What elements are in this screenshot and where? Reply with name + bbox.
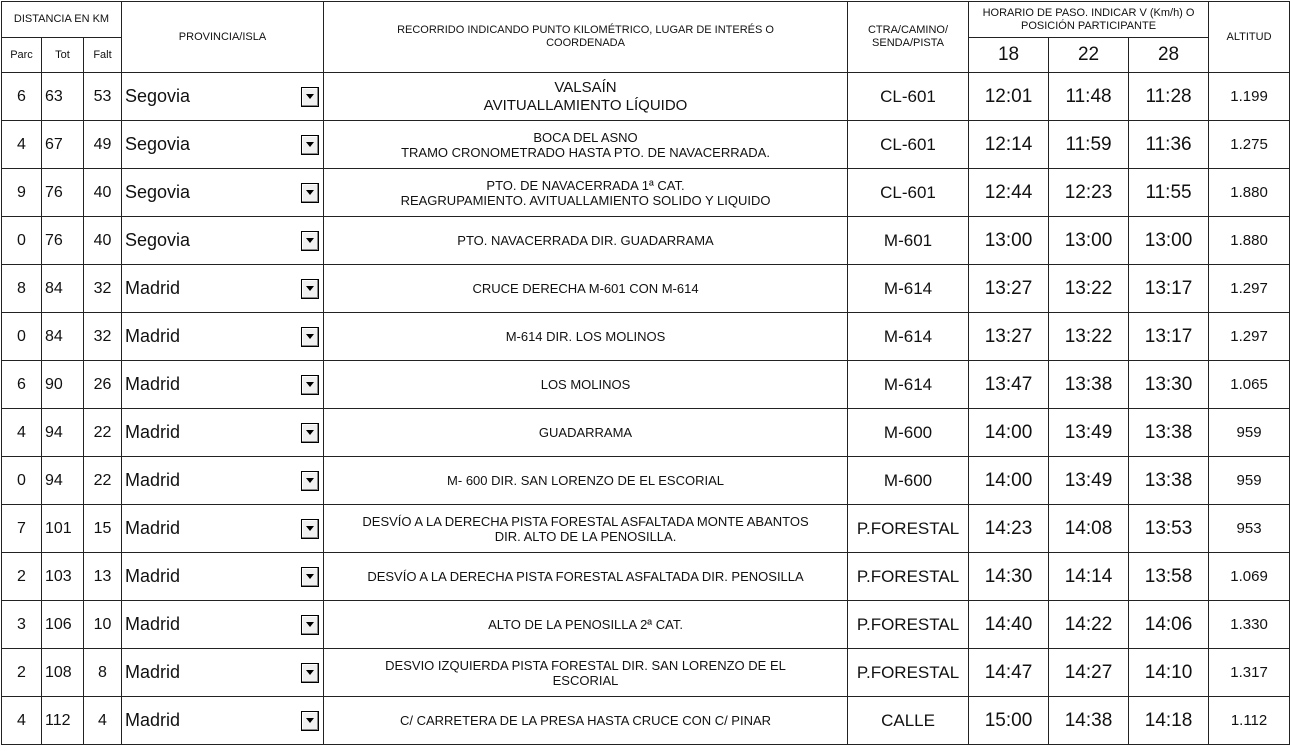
route-desc-line1: CRUCE DERECHA M-601 CON M-614 <box>472 281 699 296</box>
time-22-cell: 13:49 <box>1049 409 1129 457</box>
falt-cell: 13 <box>84 553 122 601</box>
route-desc-line1: GUADARRAMA <box>538 425 633 440</box>
road-cell: P.FORESTAL <box>848 553 969 601</box>
province-select[interactable] <box>122 649 324 697</box>
parc-cell: 0 <box>2 217 42 265</box>
dropdown-button[interactable] <box>301 663 319 683</box>
province-select[interactable] <box>122 361 324 409</box>
altitude-cell: 1.065 <box>1209 361 1290 409</box>
altitude-cell: 1.880 <box>1209 217 1290 265</box>
altitude-cell: 1.199 <box>1209 73 1290 121</box>
time-22-cell: 13:38 <box>1049 361 1129 409</box>
route-description <box>324 601 848 649</box>
route-desc-line1: ALTO DE LA PENOSILLA 2ª CAT. <box>488 617 683 632</box>
province-value: Segovia <box>125 86 191 106</box>
province-header: PROVINCIA/ISLA <box>122 2 324 73</box>
chevron-down-icon <box>306 238 314 243</box>
route-description <box>324 649 848 697</box>
table-row <box>2 409 1290 457</box>
road-cell: M-614 <box>848 265 969 313</box>
altitude-cell: 1.297 <box>1209 265 1290 313</box>
route-desc-line1: LOS MOLINOS <box>540 377 631 392</box>
tot-cell: 103 <box>42 553 84 601</box>
province-value: Madrid <box>125 326 181 346</box>
time-18-cell: 12:14 <box>969 121 1049 169</box>
table-row <box>2 217 1290 265</box>
tot-cell: 101 <box>42 505 84 553</box>
route-description <box>324 73 848 121</box>
time-28-cell: 11:55 <box>1129 169 1209 217</box>
parc-cell: 6 <box>2 73 42 121</box>
route-desc-line1: BOCA DEL ASNO <box>533 129 638 145</box>
route-desc-line1: DESVÍO A LA DERECHA PISTA FORESTAL ASFALTADA DIR. PENOSILLA <box>367 569 804 584</box>
province-select[interactable] <box>122 169 324 217</box>
table-row <box>2 457 1290 505</box>
speed-28-header: 28 <box>1129 38 1209 73</box>
chevron-down-icon <box>306 526 314 531</box>
parc-cell: 2 <box>2 553 42 601</box>
table-row <box>2 553 1290 601</box>
route-desc-line2: DIR. ALTO DE LA PENOSILLA. <box>494 528 677 544</box>
dropdown-button[interactable] <box>301 567 319 587</box>
parc-cell: 0 <box>2 457 42 505</box>
route-desc-line2: ESCORIAL <box>552 672 619 688</box>
altitude-cell: 959 <box>1209 409 1290 457</box>
province-value: Segovia <box>125 230 191 250</box>
time-22-cell: 14:14 <box>1049 553 1129 601</box>
tot-cell: 67 <box>42 121 84 169</box>
time-28-cell: 13:30 <box>1129 361 1209 409</box>
province-select[interactable] <box>122 121 324 169</box>
province-select[interactable] <box>122 409 324 457</box>
tot-cell: 108 <box>42 649 84 697</box>
time-22-cell: 14:38 <box>1049 697 1129 745</box>
falt-cell: 32 <box>84 265 122 313</box>
parc-cell: 8 <box>2 265 42 313</box>
dropdown-button[interactable] <box>301 231 319 251</box>
route-desc-line1: C/ CARRETERA DE LA PRESA HASTA CRUCE CON C/ PINAR <box>399 713 772 728</box>
road-cell: M-600 <box>848 409 969 457</box>
chevron-down-icon <box>306 574 314 579</box>
dropdown-button[interactable] <box>301 519 319 539</box>
tot-cell: 94 <box>42 409 84 457</box>
chevron-down-icon <box>306 190 314 195</box>
time-28-cell: 13:38 <box>1129 409 1209 457</box>
route-description <box>324 217 848 265</box>
route-desc-line2: TRAMO CRONOMETRADO HASTA PTO. DE NAVACERRADA. <box>401 144 770 160</box>
tot-cell: 112 <box>42 697 84 745</box>
parc-cell: 2 <box>2 649 42 697</box>
chevron-down-icon <box>306 286 314 291</box>
parc-cell: 4 <box>2 409 42 457</box>
road-cell: M-614 <box>848 313 969 361</box>
province-value: Madrid <box>125 470 181 490</box>
time-28-cell: 13:58 <box>1129 553 1209 601</box>
time-18-cell: 14:00 <box>969 409 1049 457</box>
parc-cell: 0 <box>2 313 42 361</box>
altitude-cell: 1.330 <box>1209 601 1290 649</box>
route-description <box>324 697 848 745</box>
province-value: Madrid <box>125 710 181 730</box>
time-28-cell: 13:17 <box>1129 313 1209 361</box>
dropdown-button[interactable] <box>301 87 319 107</box>
route-description <box>324 361 848 409</box>
route-description <box>324 265 848 313</box>
altitude-header: ALTITUD <box>1209 2 1290 73</box>
road-cell: P.FORESTAL <box>848 505 969 553</box>
province-select[interactable] <box>122 457 324 505</box>
dropdown-button[interactable] <box>301 327 319 347</box>
road-cell: M-601 <box>848 217 969 265</box>
province-select[interactable] <box>122 505 324 553</box>
speed-22-header: 22 <box>1049 38 1129 73</box>
dropdown-button[interactable] <box>301 135 319 155</box>
time-28-cell: 14:18 <box>1129 697 1209 745</box>
time-18-cell: 12:44 <box>969 169 1049 217</box>
time-22-cell: 13:00 <box>1049 217 1129 265</box>
falt-cell: 26 <box>84 361 122 409</box>
table-row <box>2 121 1290 169</box>
table-row <box>2 697 1290 745</box>
table-row <box>2 313 1290 361</box>
road-cell: CL-601 <box>848 73 969 121</box>
table-row <box>2 649 1290 697</box>
altitude-cell: 1.275 <box>1209 121 1290 169</box>
chevron-down-icon <box>306 622 314 627</box>
province-value: Madrid <box>125 518 181 538</box>
time-18-cell: 13:27 <box>969 265 1049 313</box>
time-18-cell: 13:47 <box>969 361 1049 409</box>
province-value: Madrid <box>125 374 181 394</box>
altitude-cell: 1.317 <box>1209 649 1290 697</box>
route-desc-line1: PTO. NAVACERRADA DIR. GUADARRAMA <box>457 233 714 248</box>
time-18-cell: 14:47 <box>969 649 1049 697</box>
chevron-down-icon <box>306 142 314 147</box>
chevron-down-icon <box>306 430 314 435</box>
route-description <box>324 169 848 217</box>
time-22-cell: 11:48 <box>1049 73 1129 121</box>
falt-cell: 49 <box>84 121 122 169</box>
table-row <box>2 361 1290 409</box>
time-28-cell: 14:10 <box>1129 649 1209 697</box>
parc-header: Parc <box>2 38 42 73</box>
time-28-cell: 11:28 <box>1129 73 1209 121</box>
road-cell: M-600 <box>848 457 969 505</box>
road-cell: CL-601 <box>848 169 969 217</box>
province-select[interactable] <box>122 553 324 601</box>
falt-cell: 40 <box>84 169 122 217</box>
parc-cell: 3 <box>2 601 42 649</box>
province-value: Segovia <box>125 134 191 154</box>
route-description <box>324 121 848 169</box>
time-22-cell: 14:08 <box>1049 505 1129 553</box>
time-18-cell: 14:00 <box>969 457 1049 505</box>
falt-cell: 8 <box>84 649 122 697</box>
route-description <box>324 553 848 601</box>
time-18-cell: 14:30 <box>969 553 1049 601</box>
route-desc-line2: REAGRUPAMIENTO. AVITUALLAMIENTO SOLIDO Y LIQUIDO <box>400 192 771 208</box>
province-select[interactable] <box>122 73 324 121</box>
time-18-cell: 15:00 <box>969 697 1049 745</box>
dropdown-button[interactable] <box>301 423 319 443</box>
time-18-cell: 13:27 <box>969 313 1049 361</box>
route-header: RECORRIDO INDICANDO PUNTO KILOMÉTRICO, LUGAR DE INTERÉS O COORDENADA <box>324 2 848 73</box>
time-22-cell: 13:49 <box>1049 457 1129 505</box>
falt-cell: 22 <box>84 409 122 457</box>
province-select[interactable] <box>122 697 324 745</box>
altitude-cell: 959 <box>1209 457 1290 505</box>
dropdown-button[interactable] <box>301 471 319 491</box>
dropdown-button[interactable] <box>301 711 319 731</box>
road-cell: CALLE <box>848 697 969 745</box>
falt-cell: 53 <box>84 73 122 121</box>
falt-cell: 40 <box>84 217 122 265</box>
table-row <box>2 265 1290 313</box>
speed-18-header: 18 <box>969 38 1049 73</box>
falt-cell: 32 <box>84 313 122 361</box>
route-desc-line1: DESVÍO A LA DERECHA PISTA FORESTAL ASFALTADA MONTE ABANTOS <box>362 513 809 529</box>
tot-cell: 84 <box>42 265 84 313</box>
altitude-cell: 953 <box>1209 505 1290 553</box>
road-cell: M-614 <box>848 361 969 409</box>
route-desc-line1: M- 600 DIR. SAN LORENZO DE EL ESCORIAL <box>447 473 724 488</box>
time-28-cell: 13:38 <box>1129 457 1209 505</box>
province-select[interactable] <box>122 601 324 649</box>
time-22-cell: 14:27 <box>1049 649 1129 697</box>
falt-cell: 10 <box>84 601 122 649</box>
chevron-down-icon <box>306 670 314 675</box>
falt-cell: 22 <box>84 457 122 505</box>
route-desc-line1: PTO. DE NAVACERRADA 1ª CAT. <box>486 177 685 193</box>
route-desc-line2: AVITUALLAMIENTO LÍQUIDO <box>483 96 688 114</box>
altitude-cell: 1.880 <box>1209 169 1290 217</box>
time-22-cell: 14:22 <box>1049 601 1129 649</box>
route-desc-line1: M-614 DIR. LOS MOLINOS <box>505 329 666 344</box>
dropdown-button[interactable] <box>301 183 319 203</box>
province-value: Segovia <box>125 182 191 202</box>
route-table <box>1 1 1290 745</box>
province-value: Madrid <box>125 278 181 298</box>
time-22-cell: 13:22 <box>1049 265 1129 313</box>
road-cell: P.FORESTAL <box>848 649 969 697</box>
chevron-down-icon <box>306 94 314 99</box>
dropdown-button[interactable] <box>301 615 319 635</box>
table-row <box>2 169 1290 217</box>
province-value: Madrid <box>125 614 181 634</box>
time-28-cell: 13:17 <box>1129 265 1209 313</box>
time-22-cell: 11:59 <box>1049 121 1129 169</box>
parc-cell: 6 <box>2 361 42 409</box>
parc-cell: 4 <box>2 697 42 745</box>
tot-cell: 90 <box>42 361 84 409</box>
province-value: Madrid <box>125 662 181 682</box>
tot-cell: 76 <box>42 217 84 265</box>
falt-header: Falt <box>84 38 122 73</box>
route-description <box>324 457 848 505</box>
time-18-cell: 13:00 <box>969 217 1049 265</box>
chevron-down-icon <box>306 382 314 387</box>
tot-cell: 63 <box>42 73 84 121</box>
falt-cell: 15 <box>84 505 122 553</box>
time-18-cell: 12:01 <box>969 73 1049 121</box>
header-row-1 <box>2 2 1290 38</box>
tot-header: Tot <box>42 38 84 73</box>
tot-cell: 76 <box>42 169 84 217</box>
schedule-header: HORARIO DE PASO. INDICAR V (Km/h) O POSICIÓN PARTICIPANTE <box>969 2 1209 38</box>
chevron-down-icon <box>306 478 314 483</box>
province-value: Madrid <box>125 566 181 586</box>
tot-cell: 94 <box>42 457 84 505</box>
province-select[interactable] <box>122 217 324 265</box>
road-cell: CL-601 <box>848 121 969 169</box>
province-select[interactable] <box>122 313 324 361</box>
time-22-cell: 12:23 <box>1049 169 1129 217</box>
altitude-cell: 1.112 <box>1209 697 1290 745</box>
falt-cell: 4 <box>84 697 122 745</box>
time-28-cell: 13:00 <box>1129 217 1209 265</box>
altitude-cell: 1.297 <box>1209 313 1290 361</box>
time-22-cell: 13:22 <box>1049 313 1129 361</box>
road-cell: P.FORESTAL <box>848 601 969 649</box>
distance-header: DISTANCIA EN KM <box>2 2 122 38</box>
parc-cell: 7 <box>2 505 42 553</box>
route-desc-line1: VALSAÍN <box>554 78 617 96</box>
table-row <box>2 601 1290 649</box>
parc-cell: 4 <box>2 121 42 169</box>
route-desc-line1: DESVIO IZQUIERDA PISTA FORESTAL DIR. SAN LORENZO DE EL <box>385 657 786 673</box>
chevron-down-icon <box>306 334 314 339</box>
route-description <box>324 313 848 361</box>
time-28-cell: 13:53 <box>1129 505 1209 553</box>
tot-cell: 106 <box>42 601 84 649</box>
altitude-cell: 1.069 <box>1209 553 1290 601</box>
route-description <box>324 505 848 553</box>
parc-cell: 9 <box>2 169 42 217</box>
province-value: Madrid <box>125 422 181 442</box>
province-select[interactable] <box>122 265 324 313</box>
road-header: CTRA/CAMINO/ SENDA/PISTA <box>848 2 969 73</box>
time-28-cell: 14:06 <box>1129 601 1209 649</box>
table-row <box>2 73 1290 121</box>
table-row <box>2 505 1290 553</box>
dropdown-button[interactable] <box>301 279 319 299</box>
time-18-cell: 14:40 <box>969 601 1049 649</box>
time-18-cell: 14:23 <box>969 505 1049 553</box>
dropdown-button[interactable] <box>301 375 319 395</box>
tot-cell: 84 <box>42 313 84 361</box>
chevron-down-icon <box>306 718 314 723</box>
route-description <box>324 409 848 457</box>
time-28-cell: 11:36 <box>1129 121 1209 169</box>
